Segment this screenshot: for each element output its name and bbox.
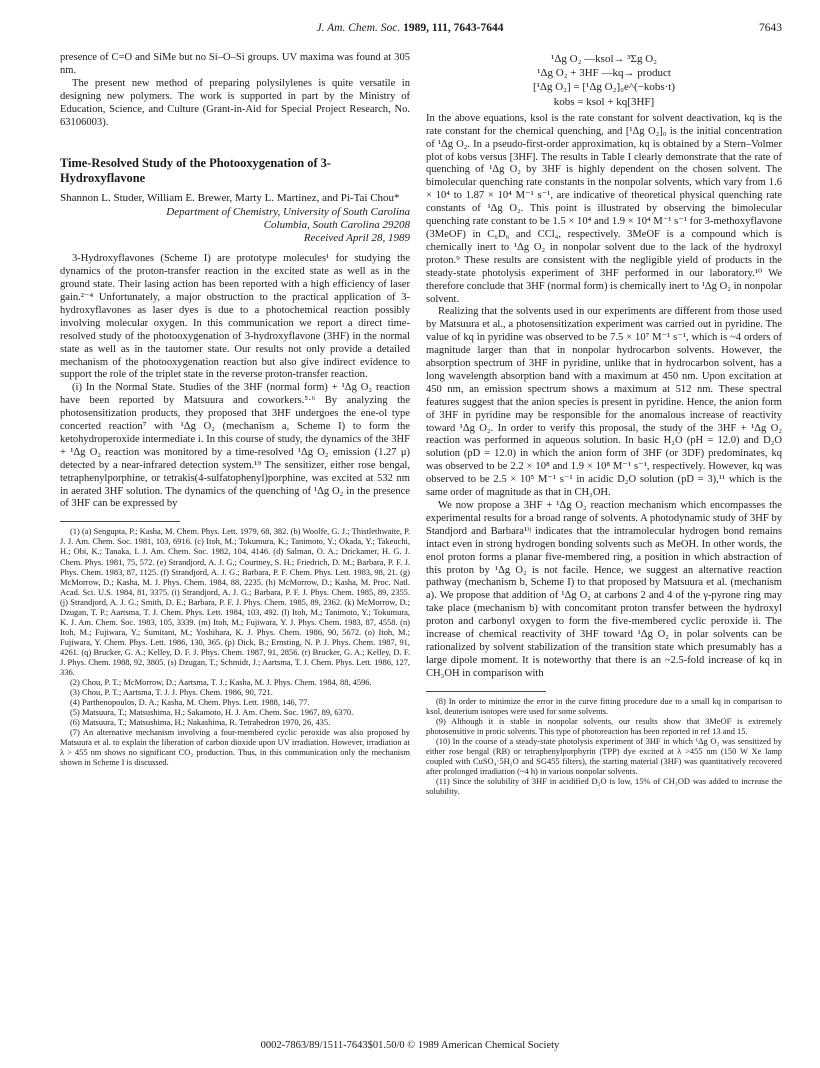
body-paragraph: (i) In the Normal State. Studies of the 3HF (normal form) + ¹Δg O₂ reaction have been reported by Matsuura and coworkers.⁵·⁶ By analyzing the photosensitization products, they proposed that 3HF undergoes the ene-ol type concerted reaction⁷ with ¹Δg O₂ (mechanism a, Scheme I) to form the ketohydroperoxide intermediate i. In this course of study, the dynamics of the 3HF + ¹Δg O₂ reaction was monitored by a time-resolved ¹Δg O₂ emission (1.27 μ) detected by a near-infrared detection system.¹⁹ The sensitizer, either rose bengal, tetraphenylporphine, or tetrakis(4-sulfatophenyl)porphine, was excited at 532 nm in aerated 3HF solution. The dynamics of the quenching of ¹Δg O₂ in the presence of 3HF can be expressed by [60, 382, 410, 510]
footnote: (1) (a) Sengupta, P.; Kasha, M. Chem. Phys. Lett. 1979, 68, 382. (b) Woolfe, G. J.; Thistlethwaite, P. J. J. Am. Chem. Soc. 1981, 103, 6916. (c) Itoh, M.; Tokumura, K.; Tanimoto, Y.; Okada, Y.; Takeuchi, H.; Obi, K.; Tanaka, I. J. Am. Chem. Soc. 1982, 104, 4146. (d) Salman, O. A.; Drickamer, H. G. J. Chem. Phys. 1981, 75, 572. (e) Strandjord, A. J. G.; Courtney, S. H.; Friedrich, D. M.; Barbara, P. F. J. Phys. Chem. 1983, 87, 1125. (f) Strandjord, A. J. G.; Barbara, P. F. Chem. Phys. Lett. 1983, 98, 21. (g) McMorrow, D.; Kasha, M. J. Phys. Chem. 1984, 88, 2235. (h) McMorrow, D.; Kasha, M. Proc. Natl. Acad. Sci. U.S. 1984, 81, 3375. (i) Strandjord, A. J. G.; Barbara, P. F. J. Phys. Chem. 1985, 89, 2355. (j) Strandjord, A. J. G.; Smith, D. E.; Barbara, P. F. J. Phys. Chem. 1985, 89, 2362. (k) McMorrow, D.; Dzugan, T. P.; Aartsma, T. J. Chem. Phys. Lett. 1984, 103, 492. (l) Itoh, M.; Tanimoto, Y.; Tokumura, K. J. Am. Chem. Soc. 1983, 105, 3339. (m) Itoh, M.; Fujiwara, Y. J. Phys. Chem. 1983, 87, 4558. (n) Itoh, M.; Fujiwara, Y.; Sumitani, M.; Yoshihara, K. J. Phys. Chem. 1986, 90, 5672. (o) Itoh, M.; Fujiwara, Y. Chem. Phys. Lett. 1986, 130, 365. (p) Dick, B.; Ernsting, N. P. J. Phys. Chem. 1987, 91, 4261. (q) Brucker, G. A.; Kelley, D. F. J. Phys. Chem. 1987, 91, 2856. (r) Brucker, G. A.; Kelley, D. F. J. Phys. Chem. 1988, 92, 3805. (s) Dzugan, T.; Schmidt, J.; Aartsma, T. J. Chem. Phys. Lett. 1986, 127, 336. [60, 526, 410, 678]
body-paragraph: 3-Hydroxyflavones (Scheme I) are prototype molecules¹ for studying the dynamics of the proton-transfer reaction in the excited state as well as in the ground state. Their lasing action has been reported with a high efficiency of laser gain.²⁻⁴ Unfortunately, a major obstruction to the practical application of 3-hydroxyflavones as laser dyes is due to a photochemical reaction possibly involving molecular oxygen. In this communication we report a direct time-resolved study of the photooxygenation of 3-hydroxyflavone (3HF) in the normal state as well as in the tautomer state. Our results not only provide a detailed mechanism of the photooxygenation reaction but also give indirect evidence to support the role of the triplet state in the reverse proton-transfer reaction. [60, 253, 410, 381]
page-number: 7643 [759, 22, 782, 34]
footnote: (8) In order to minimize the error in the curve fitting procedure due to a small kq in comparison to ksol, deuterium isotopes were used for some solvents. [426, 695, 782, 716]
running-head [0, 22, 820, 34]
footnote: (3) Chou, P. T.; Aartsma, T. J. J. Phys. Chem. 1986, 90, 721. [70, 687, 273, 698]
equation: [¹Δg O₂] = [¹Δg O₂]₀e^(−kobs·t) [532, 81, 676, 94]
continued-paragraph: presence of C=O and SiMe but no Si–O–Si groups. UV maxima was found at 305 nm. [60, 52, 410, 76]
equation: kobs = ksol + kq[3HF] [553, 95, 655, 108]
received-date: Received April 28, 1989 [303, 232, 410, 245]
page-header [0, 22, 820, 38]
continued-paragraph: The present new method of preparing polysilylenes is quite versatile in designing new polymers. The work is supported in part by the Ministry of Education, Science, and Culture (Grant-in-Aid for Special Project Research, No. 63106003). [60, 77, 410, 128]
footnote: (11) Since the solubility of 3HF in acidified D₂O is low, 15% of CH₃OD was added to increase the solubility. [426, 776, 782, 797]
footnote: (2) Chou, P. T.; McMorrow, D.; Aartsma, T. J.; Kasha, M. J. Phys. Chem. 1984, 88, 4596. [70, 677, 372, 688]
footnote: (4) Parthenopoulos, D. A.; Kasha, M. Chem. Phys. Lett. 1988, 146, 77. [70, 697, 310, 708]
footnote: (5) Matsuura, T.; Matsushima, H.; Sakamoto, H. J. Am. Chem. Soc. 1967, 89, 6370. [70, 707, 354, 718]
footnote: (6) Matsuura, T.; Matsushima, H.; Nakashima, R. Tetrahedron 1970, 26, 435. [70, 717, 331, 728]
body-paragraph: In the above equations, ksol is the rate constant for solvent deactivation, kq is the rate constant for the chemical quenching, and [¹Δg O₂]₀ is the initial concentration of ¹Δg O₂. In a pseudo-first-order approximation, kq is obtained by a Stern–Volmer plot of kobs versus [3HF]. The results in Table I clearly demonstrate that the rate of quenching of ¹Δg O₂ by 3HF is highly dependent on the chosen solvent. The bimolecular quenching rate constants in the nonpolar solvents, which vary from 1.6 × 10⁴ to 1.87 × 10⁴ M⁻¹ s⁻¹, are indicative of theoretical physical quenching rate constants of ¹Δg O₂. This point is illustrated by observing the bimolecular quenching rate constant to be 1.5 × 10⁴ and 1.9 × 10⁴ M⁻¹ s⁻¹ for 3-methoxyflavone (3MeOF) in C₆D₆ and CCl₄, respectively. 3MeOF is a compound which is chemically inert to ¹Δg O₂ in nonpolar solvent due to the lack of the hydroxyl proton.⁹ These results are consistent with the negligible yield of products in the steady-state photolysis experiment of 3HF performed in our laboratory.¹⁰ We therefore conclude that 3HF (normal form) is chemically inert to ¹Δg O₂ in nonpolar solvent. [426, 112, 782, 305]
authors: Shannon L. Studer, William E. Brewer, Marty L. Martinez, and Pi-Tai Chou* [60, 192, 400, 205]
footnote-rule [426, 691, 546, 692]
footnote: (9) Although it is stable in nonpolar solvents, our results show that 3MeOF is extremely photosensitive in protic solvents. This type of photoreaction has been reported in ref 13 and 15. [426, 715, 782, 736]
affiliation: Department of Chemistry, University of South Carolina [166, 205, 410, 218]
left-column [60, 52, 410, 768]
equation: ¹Δg O₂ + 3HF —kq→ product [537, 67, 671, 80]
footnote-rule [60, 521, 180, 522]
affiliation-block [60, 206, 410, 246]
footnote: (10) In the course of a steady-state photolysis experiment of 3HF in which ¹Δg O₂ was sensitized by either rose bengal (RB) or tetraphenylporphyrin (TPP) dye excited at λ >455 nm (150 W Xe lamp coupled with CuSO₄·5H₂O and SG455 filters), the starting material (3HF) was quantitatively recovered after prolonged irradiation (~4 h) in various nonpolar solvents. [426, 735, 782, 777]
body-paragraph: Realizing that the solvents used in our experiments are different from those used by Matsuura et al., a photosensitization experiment was carried out in pyridine. The value of kq in pyridine was observed to be 7.5 × 10⁷ M⁻¹ s⁻¹, which is ~4 orders of magnitude larger than that in nonpolar hydrocarbon solvents. However, the absorption spectrum of 3HF in pyridine, unlike that in hydrocarbon solvent, has a long wavelength absorption band with a maximum at 450 nm. Upon excitation at 450 nm, an emission spectrum shows a maximum at 512 nm. These spectral features suggest that the anion species is present in pyridine. Hence, the anion form of 3HF in pyridine may be responsible for the anomalous increase of reactivity toward ¹Δg O₂. In order to verify this proposal, the study of the 3HF + ¹Δg O₂ reaction was performed in aqueous solution. In basic H₂O (pH = 12.0) and D₂O solution (pD = 12.0) in which the anion form of 3HF (or 3DF) predominates, kq was observed to be 2.2 × 10⁸ and 1.9 × 10⁸ M⁻¹ s⁻¹, respectively. However, kq was observed to be 2.5 × 10⁵ M⁻¹ s⁻¹ in acidic D₂O solution (pD = 3),¹¹ which is the same order of magnitude as that in CH₃OH. [426, 306, 782, 499]
right-column [426, 52, 782, 796]
page-footer: 0002-7863/89/1511-7643$01.50/0 © 1989 American Chemical Society [260, 1040, 560, 1051]
equation: ¹Δg O₂ —ksol→ ³Σg O₂ [551, 53, 657, 65]
footnote: (7) An alternative mechanism involving a four-membered cyclic peroxide was also proposed by Matsuura et al. to explain the liberation of carbon dioxide upon UV irradiation. However, irradiation at λ > 455 nm shows no significant CO₂ production. Thus, in this communication only the mechanism shown in Scheme I is discussed. [60, 727, 410, 768]
article-title: Time-Resolved Study of the Photooxygenation of 3-Hydroxyflavone [60, 156, 331, 185]
affiliation-city: Columbia, South Carolina 29208 [263, 218, 410, 231]
journal-name: J. Am. Chem. Soc. [316, 22, 401, 34]
equation-block [426, 52, 782, 109]
journal-year-volume: 1989, 111, 7643-7644 [403, 22, 504, 34]
body-paragraph: We now propose a 3HF + ¹Δg O₂ reaction mechanism which encompasses the experimental results for a broad range of solvents. A photodynamic study of 3HF by Standjord and Barbara¹ⁱʲ indicates that the intramolecular hydrogen bond remains intact even in strong hydrogen bonding solvents such as MeOH. In other words, the enol proton forms a planar five-membered ring, a position in which abstraction of this proton by ¹Δg O₂ is not facile. Hence, we suggest an alternative reaction pathway (mechanism b, Scheme I) to that proposed by Matsuura et al. (mechanism a). We propose that addition of ¹Δg O₂ at carbons 2 and 4 of the γ-pyrone ring may take place (mechanism b) with concomitant proton transfer between the hydroxyl proton and carbonyl oxygen to form the five-membered cyclic peroxide ii. The increase of chemical reactivity of 3HF toward ¹Δg O₂ in polar solvents can be rationalized by solvent stabilization of the transition state which presumably has a large dipole moment. It is noteworthy that there is an ~2.5-fold increase of kq in CH₃OH in comparison with [426, 500, 782, 679]
